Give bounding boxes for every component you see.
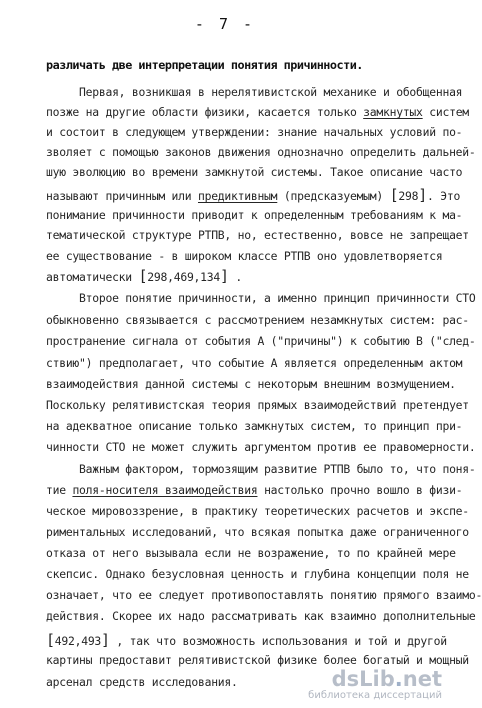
text-line [46, 377, 456, 391]
text-line [46, 228, 469, 242]
underlined-term: замкнутых [363, 105, 423, 119]
text-line [46, 631, 447, 649]
watermark-logo: dsLib.net [331, 667, 442, 691]
text-line [46, 165, 462, 179]
text-run: шую эволюцию во времени замкнутой системы. Такое описание часто [46, 165, 463, 179]
text-run: автоматически [46, 270, 139, 284]
text-run: скепсис. Однако безусловная ценность и глубина концепции поля не [46, 567, 469, 581]
text-run: картины предоставит релятивистской физике более богатый и мощный [46, 653, 469, 667]
text-line [46, 145, 476, 159]
text-line [46, 85, 462, 99]
underlined-term: предиктивным [197, 189, 278, 203]
text-run: ческое мировоззрение, в практику теоретических расчетов и экспе- [46, 504, 469, 518]
text-run: . Это [427, 189, 461, 203]
text-run: 492,493 [54, 634, 102, 648]
text-run: Поскольку релятивистская теория прямых взаимодействий претендует [46, 398, 469, 412]
text-line [46, 249, 442, 263]
text-run: арсенал средств исследования. [46, 675, 238, 689]
text-line [46, 440, 476, 454]
text-line [46, 125, 462, 139]
text-run: 298 [398, 189, 419, 203]
text-run: различать две интерпретации понятия причинности. [46, 58, 363, 72]
text-line [46, 105, 469, 119]
text-run: Первая, возникшая в нерелятивистской механике и обобщенная [46, 85, 463, 99]
text-line [46, 398, 469, 412]
text-line [46, 567, 469, 581]
text-line [46, 334, 476, 348]
text-run: систем [422, 105, 469, 119]
text-run: обыкновенно связывается с рассмотрением незамкнутых систем: рас- [46, 313, 469, 327]
text-run: тематической структуре РТПВ, но, естественно, вовсе не запрещает [46, 228, 469, 242]
text-line [46, 525, 469, 539]
text-line [46, 58, 363, 72]
text-line [46, 419, 462, 433]
text-line [46, 462, 476, 476]
text-line [46, 483, 462, 497]
citation-bracket: [ [46, 631, 55, 649]
text-line [46, 186, 460, 204]
citation-bracket: [ [389, 186, 399, 204]
text-line [46, 588, 482, 602]
citation-bracket: ] [219, 267, 229, 285]
text-run: настолько прочно вошло в физи- [257, 483, 463, 497]
text-run: тие [46, 483, 73, 497]
text-run: . [228, 270, 242, 284]
page-number: - 7 - [194, 15, 256, 33]
text-run: (предсказуемым) [277, 189, 390, 203]
text-line [46, 609, 476, 623]
text-run: ее существование - в широком классе РТПВ оно удовлетворяется [46, 249, 443, 263]
text-run: и состоит в следующем утверждении: знание начальных условий по- [46, 125, 463, 139]
text-run: , так что возможность использования и той и другой [109, 634, 447, 648]
text-run: 298,469,134 [147, 270, 220, 284]
text-run: действия. Скорее их надо рассматривать как взаимно дополнительные [46, 609, 476, 623]
text-line [46, 504, 469, 518]
text-run: на адекватное описание только замкнутых систем, то принцип при- [46, 419, 463, 433]
text-run: Важным фактором, тормозящим развитие РТПВ было то, что поня- [46, 462, 476, 476]
text-line [46, 653, 469, 667]
text-run: отказа от него вызывала если не возражение, то по крайней мере [46, 546, 456, 560]
text-run: Второе понятие причинности, а именно принцип причинности СТО [46, 291, 476, 305]
watermark [262, 668, 442, 702]
text-run: позже на другие области физики, касается только [46, 105, 364, 119]
text-line [46, 546, 456, 560]
text-run: чинности СТО не может служить аргументом против ее правомерности. [46, 440, 476, 454]
text-line [46, 356, 462, 370]
text-line [46, 675, 238, 689]
underlined-term: поля-носителя взаимодействия [72, 483, 258, 497]
citation-bracket: ] [418, 186, 428, 204]
watermark-tagline: библиотека диссертаций [308, 690, 442, 701]
text-line [46, 267, 242, 285]
text-run: взаимодействия данной системы с некоторым внешним возмущением. [46, 377, 456, 391]
text-run: называют причинным или [46, 189, 198, 203]
citation-bracket: [ [138, 267, 148, 285]
text-line [46, 208, 462, 222]
text-run: понимание причинности приводит к определенным требованиям к ма- [46, 208, 463, 222]
text-run: означает, что ее следует противопоставлять понятию прямого взаимо- [46, 588, 482, 602]
text-run: зволяет с помощью законов движения однозначно определить дальней- [46, 145, 476, 159]
text-line [46, 291, 476, 305]
text-line [46, 313, 469, 327]
text-run: риментальных исследований, что всякая попытка даже ограниченного [46, 525, 469, 539]
citation-bracket: ] [101, 631, 110, 649]
text-run: ствию") предполагает, что событие А является определенным актом [46, 356, 463, 370]
text-run: пространение сигнала от события А ("причины") к событию В ("след- [46, 334, 476, 348]
